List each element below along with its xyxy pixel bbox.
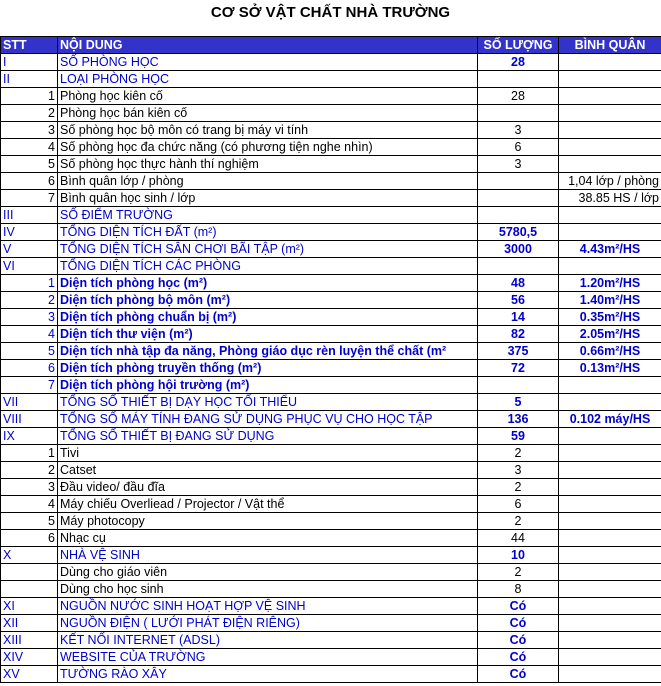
table-row [1, 411, 661, 428]
row-stt: 5 [1, 513, 58, 530]
row-quantity: 3 [478, 122, 559, 139]
row-content: Dùng cho giáo viên [58, 564, 478, 581]
row-content: SỐ PHÒNG HỌC [58, 54, 478, 71]
row-quantity: 44 [478, 530, 559, 547]
row-content: Phòng học bán kiên cố [58, 105, 478, 122]
table-row [1, 343, 661, 360]
row-stt: VIII [1, 411, 58, 428]
row-stt: XII [1, 615, 58, 632]
row-average: 0.66m²/HS [559, 343, 661, 360]
row-stt: 4 [1, 496, 58, 513]
row-stt: V [1, 241, 58, 258]
row-content: Số phòng học đa chức năng (có phương tiện nghe nhìn) [58, 139, 478, 156]
row-content: Diện tích phòng truyền thống (m²) [58, 360, 478, 377]
row-content: Máy chiếu Overliead / Projector / Vật thể [58, 496, 478, 513]
row-stt: 7 [1, 377, 58, 394]
row-quantity: 2 [478, 564, 559, 581]
row-average [559, 513, 661, 530]
table-row [1, 462, 661, 479]
row-average [559, 615, 661, 632]
row-content: Bình quân lớp / phòng [58, 173, 478, 190]
row-average: 1.20m²/HS [559, 275, 661, 292]
table-row [1, 139, 661, 156]
row-stt: IV [1, 224, 58, 241]
row-stt: 3 [1, 122, 58, 139]
table-row [1, 275, 661, 292]
row-stt: 7 [1, 190, 58, 207]
row-average: 0.102 máy/HS [559, 411, 661, 428]
row-average: 0.13m²/HS [559, 360, 661, 377]
row-average [559, 88, 661, 105]
row-stt: 2 [1, 462, 58, 479]
row-quantity: 28 [478, 88, 559, 105]
row-average [559, 105, 661, 122]
row-stt: II [1, 71, 58, 88]
row-stt: I [1, 54, 58, 71]
row-stt [1, 564, 58, 581]
row-average [559, 139, 661, 156]
row-stt: 3 [1, 309, 58, 326]
row-stt: 2 [1, 105, 58, 122]
table-row [1, 666, 661, 683]
row-quantity: 6 [478, 139, 559, 156]
row-quantity [478, 190, 559, 207]
row-stt: XIII [1, 632, 58, 649]
row-stt: III [1, 207, 58, 224]
row-content: LOẠI PHÒNG HỌC [58, 71, 478, 88]
row-quantity [478, 377, 559, 394]
row-quantity: Có [478, 598, 559, 615]
table-row [1, 156, 661, 173]
row-content: TƯỜNG RÀO XÂY [58, 666, 478, 683]
row-content: Số phòng học thực hành thí nghiệm [58, 156, 478, 173]
row-stt: XV [1, 666, 58, 683]
row-quantity: 5780,5 [478, 224, 559, 241]
row-average [559, 224, 661, 241]
table-row [1, 564, 661, 581]
row-quantity: Có [478, 649, 559, 666]
table-row [1, 224, 661, 241]
row-quantity: 14 [478, 309, 559, 326]
row-content: Diện tích phòng học (m²) [58, 275, 478, 292]
row-content: Diện tích nhà tập đa năng, Phòng giáo dục rèn luyện thể chất (m² [58, 343, 478, 360]
row-content: SỐ ĐIỂM TRƯỜNG [58, 207, 478, 224]
row-stt: 2 [1, 292, 58, 309]
row-content: NGUỒN NƯỚC SINH HOẠT HỢP VỆ SINH [58, 598, 478, 615]
row-stt: IX [1, 428, 58, 445]
row-content: TỔNG SỐ MÁY TÍNH ĐANG SỬ DỤNG PHỤC VỤ CHO HỌC TẬP [58, 411, 478, 428]
table-row [1, 598, 661, 615]
table-row [1, 377, 661, 394]
table-row [1, 445, 661, 462]
row-quantity: 375 [478, 343, 559, 360]
table-row [1, 54, 661, 71]
row-average [559, 547, 661, 564]
row-quantity [478, 207, 559, 224]
row-content: Catset [58, 462, 478, 479]
row-average [559, 649, 661, 666]
row-average [559, 581, 661, 598]
table-row [1, 190, 661, 207]
row-quantity: Có [478, 632, 559, 649]
row-content: Diện tích phòng bộ môn (m²) [58, 292, 478, 309]
row-quantity: Có [478, 666, 559, 683]
facilities-table [0, 36, 661, 683]
row-content: Diện tích phòng hội trường (m²) [58, 377, 478, 394]
row-stt: 1 [1, 275, 58, 292]
row-content: WEBSITE CỦA TRƯỜNG [58, 649, 478, 666]
table-row [1, 615, 661, 632]
header-row [1, 37, 661, 54]
row-average [559, 666, 661, 683]
table-row [1, 105, 661, 122]
row-average [559, 156, 661, 173]
row-stt [1, 581, 58, 598]
table-row [1, 513, 661, 530]
row-quantity [478, 173, 559, 190]
row-quantity: 2 [478, 513, 559, 530]
row-stt: 6 [1, 173, 58, 190]
row-quantity: 3 [478, 462, 559, 479]
row-stt: 1 [1, 88, 58, 105]
table-row [1, 632, 661, 649]
row-quantity: 10 [478, 547, 559, 564]
row-quantity: 3 [478, 156, 559, 173]
table-row [1, 88, 661, 105]
page-title: CƠ SỞ VẬT CHẤT NHÀ TRƯỜNG [210, 4, 451, 21]
row-quantity: 82 [478, 326, 559, 343]
row-content: TỔNG DIỆN TÍCH ĐẤT (m²) [58, 224, 478, 241]
row-stt: X [1, 547, 58, 564]
row-average [559, 632, 661, 649]
row-average [559, 530, 661, 547]
row-stt: 4 [1, 139, 58, 156]
row-average [559, 394, 661, 411]
row-stt: VI [1, 258, 58, 275]
row-average [559, 207, 661, 224]
table-row [1, 649, 661, 666]
table-row [1, 173, 661, 190]
row-content: NGUỒN ĐIỆN ( LƯỚI PHÁT ĐIỆN RIÊNG) [58, 615, 478, 632]
row-content: TỔNG DIỆN TÍCH SÂN CHƠI BÃI TẬP (m²) [58, 241, 478, 258]
row-average [559, 479, 661, 496]
row-quantity: 2 [478, 445, 559, 462]
table-row [1, 241, 661, 258]
table-row [1, 292, 661, 309]
row-average [559, 428, 661, 445]
row-average: 0.35m²/HS [559, 309, 661, 326]
row-stt: 1 [1, 445, 58, 462]
row-content: NHÀ VỆ SINH [58, 547, 478, 564]
table-row [1, 496, 661, 513]
row-quantity: 3000 [478, 241, 559, 258]
row-stt: XI [1, 598, 58, 615]
row-quantity [478, 105, 559, 122]
row-quantity: 6 [478, 496, 559, 513]
table-row [1, 530, 661, 547]
table-row [1, 360, 661, 377]
row-content: Bình quân học sinh / lớp [58, 190, 478, 207]
row-average [559, 598, 661, 615]
row-content: TỔNG DIỆN TÍCH CÁC PHÒNG [58, 258, 478, 275]
row-quantity [478, 71, 559, 88]
row-content: TỔNG SỐ THIẾT BỊ DẠY HỌC TỐI THIỂU [58, 394, 478, 411]
row-content: Diện tích thư viện (m²) [58, 326, 478, 343]
table-row [1, 71, 661, 88]
row-average [559, 462, 661, 479]
row-quantity [478, 258, 559, 275]
row-average [559, 54, 661, 71]
table-row [1, 394, 661, 411]
row-average [559, 445, 661, 462]
table-row [1, 207, 661, 224]
row-average: 38.85 HS / lớp [559, 190, 661, 207]
row-content: Diện tích phòng chuẩn bị (m²) [58, 309, 478, 326]
row-stt: 6 [1, 530, 58, 547]
row-stt: VII [1, 394, 58, 411]
row-average: 2.05m²/HS [559, 326, 661, 343]
row-quantity: 136 [478, 411, 559, 428]
header-content: NỘI DUNG [58, 37, 478, 54]
row-quantity: 5 [478, 394, 559, 411]
row-quantity: 56 [478, 292, 559, 309]
row-average [559, 71, 661, 88]
row-average: 1,04 lớp / phòng [559, 173, 661, 190]
row-content: Phòng học kiên cố [58, 88, 478, 105]
row-quantity: Có [478, 615, 559, 632]
row-stt: 5 [1, 343, 58, 360]
table-row [1, 479, 661, 496]
row-average [559, 377, 661, 394]
row-average [559, 122, 661, 139]
row-stt: 4 [1, 326, 58, 343]
table-row [1, 547, 661, 564]
row-content: Nhạc cụ [58, 530, 478, 547]
row-quantity: 2 [478, 479, 559, 496]
row-quantity: 48 [478, 275, 559, 292]
row-average [559, 564, 661, 581]
row-quantity: 59 [478, 428, 559, 445]
table-row [1, 309, 661, 326]
header-stt: STT [1, 37, 58, 54]
table-row [1, 581, 661, 598]
table-row [1, 326, 661, 343]
row-quantity: 28 [478, 54, 559, 71]
row-stt: 3 [1, 479, 58, 496]
row-content: KẾT NỐI INTERNET (ADSL) [58, 632, 478, 649]
row-content: Số phòng học bộ môn có trang bị máy vi tính [58, 122, 478, 139]
row-stt: 6 [1, 360, 58, 377]
row-content: Tivi [58, 445, 478, 462]
row-average: 1.40m²/HS [559, 292, 661, 309]
row-content: Đầu video/ đầu đĩa [58, 479, 478, 496]
row-stt: 5 [1, 156, 58, 173]
table-row [1, 428, 661, 445]
header-qty: SỐ LƯỢNG [478, 37, 559, 54]
row-average: 4.43m²/HS [559, 241, 661, 258]
row-stt: XIV [1, 649, 58, 666]
header-avg: BÌNH QUÂN [559, 37, 661, 54]
table-row [1, 122, 661, 139]
table-row [1, 258, 661, 275]
row-content: Dùng cho học sinh [58, 581, 478, 598]
row-average [559, 496, 661, 513]
row-average [559, 258, 661, 275]
row-quantity: 8 [478, 581, 559, 598]
row-content: TỔNG SỐ THIẾT BỊ ĐANG SỬ DỤNG [58, 428, 478, 445]
row-quantity: 72 [478, 360, 559, 377]
row-content: Máy photocopy [58, 513, 478, 530]
